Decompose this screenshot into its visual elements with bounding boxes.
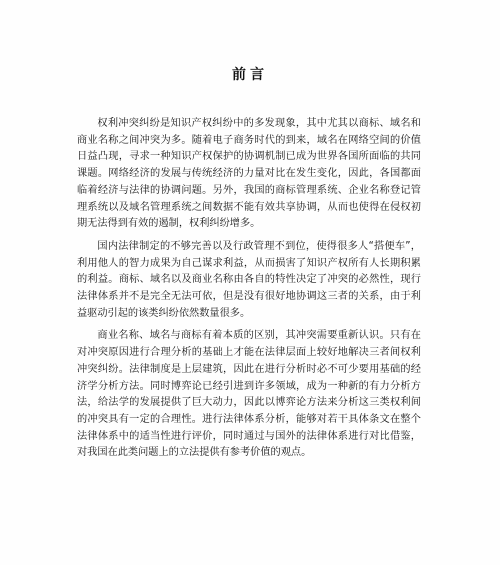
page-title: 前言 [232, 67, 268, 83]
body-text [77, 116, 421, 468]
paragraph-3: 商业名称、域名与商标有着本质的区别，其冲突需要重新认识。只有在对冲突原因进行合理分析的基础上才能在法律层面上较好地解决三者间权利冲突纠纷。法律制度是上层建筑，因此在进行分析时必不可少要用基础的经济学分析方法。同时博弈论已经引进到许多领域，成为一种新的有力分析方法，给法学的发展提供了巨大动力，因此以博弈论方法来分析这三类权利间的冲突具有一定的合理性。进行法律体系分析，能够对若干具体条文在整个法律体系中的适当性进行评价，同时通过与国外的法律体系进行对比借鉴，对我国在此类问题上的立法提供有参考价值的观点。 [77, 330, 421, 459]
paragraph-1: 权利冲突纠纷是知识产权纠纷中的多发现象，其中尤其以商标、域名和商业名称之间冲突为多。随着电子商务时代的到来，域名在网络空间的价值日益凸现，寻求一种知识产权保护的协调机制已成为世界各国所面临的共同课题。网络经济的发展与传统经济的力量对比在发生变化，因此，各国都面临着经济与法律的协调问题。另外，我国的商标管理系统、企业名称登记管理系统以及域名管理系统之间数据不能有效共享协调，从而也使得在侵权初期无法得到有效的遏制，权利纠纷增多。 [77, 118, 421, 230]
paragraph-2: 国内法律制定的不够完善以及行政管理不到位，使得很多人“搭便车”，利用他人的智力成果为自己谋求利益，从而损害了知识产权所有人长期积累的利益。商标、域名以及商业名称由各自的特性决定了冲突的必然性，现行法律体系并不是完全无法可依，但是没有很好地协调这三者的关系，由于利益驱动引起的该类纠纷依然数量很多。 [77, 240, 421, 319]
